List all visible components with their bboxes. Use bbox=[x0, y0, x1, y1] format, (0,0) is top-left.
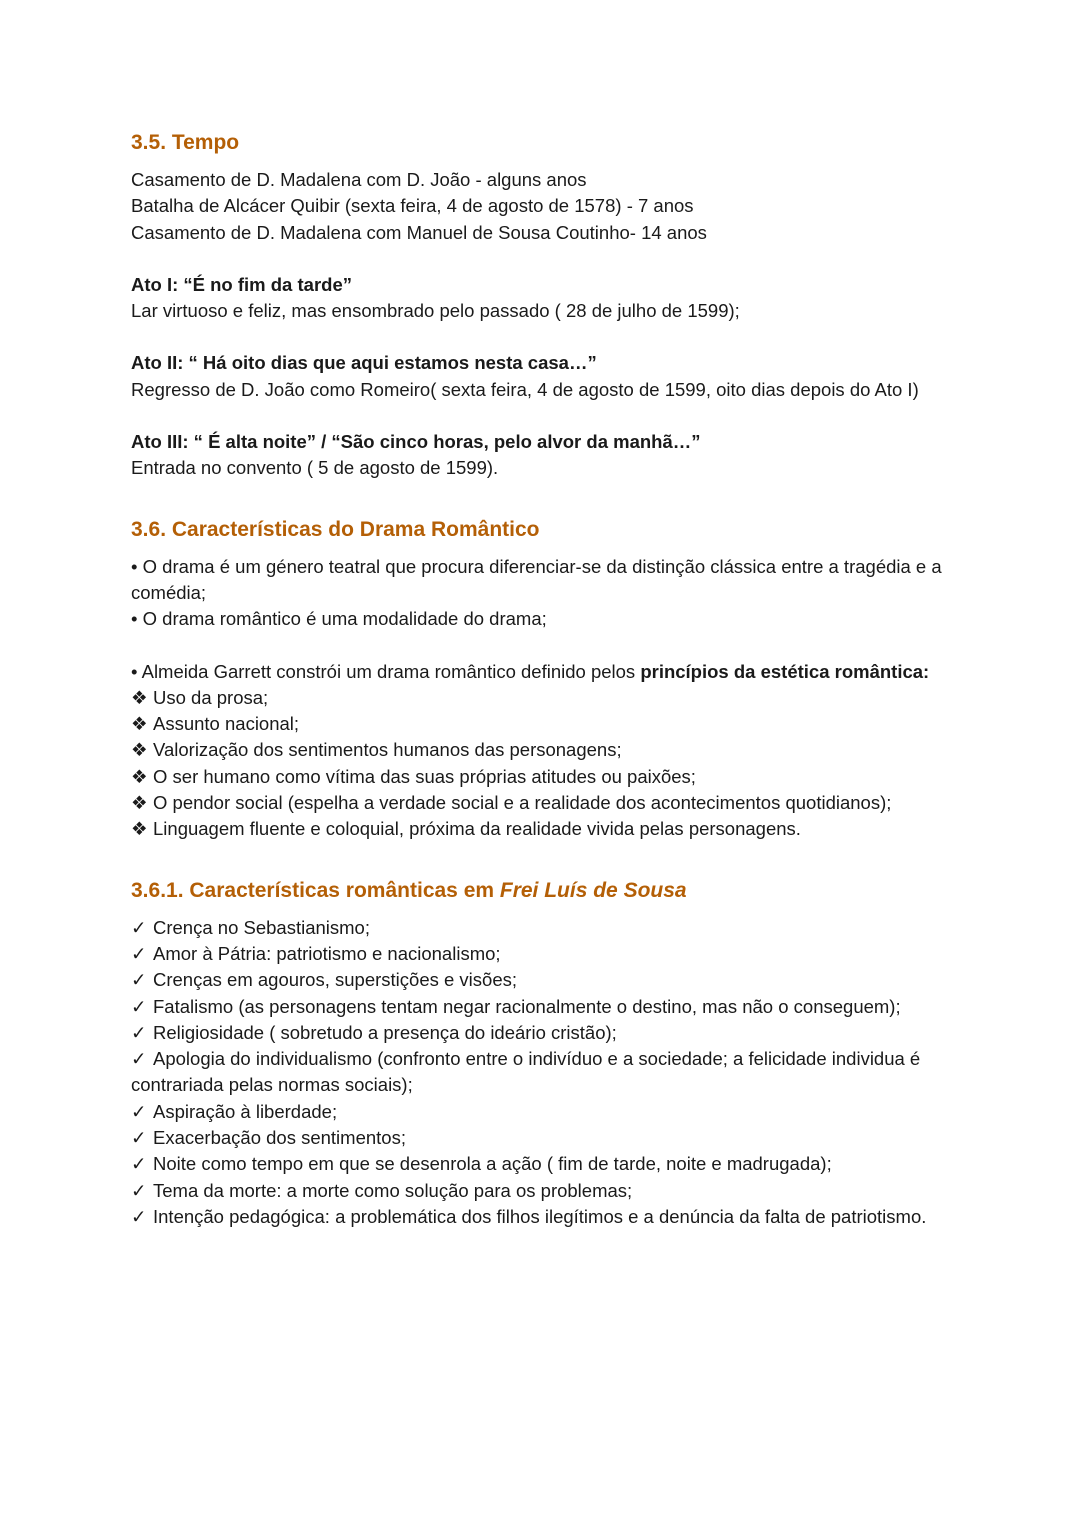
timeline-line: Casamento de D. Madalena com Manuel de Sousa Coutinho- 14 anos bbox=[131, 221, 707, 243]
section-heading-frei-luis: 3.6.1. Características românticas em Frei Luís de Sousa bbox=[131, 878, 687, 902]
check-icon: ✓ bbox=[131, 1153, 147, 1175]
check-item: ✓ Exacerbação dos sentimentos; bbox=[131, 1125, 951, 1151]
check-item: ✓ Crenças em agouros, superstições e visões; bbox=[131, 967, 951, 993]
act-description: Entrada no convento ( 5 de agosto de 1599). bbox=[131, 457, 499, 479]
section-heading-tempo: 3.5. Tempo bbox=[131, 131, 240, 154]
check-icon: ✓ bbox=[131, 916, 147, 938]
check-item: ✓ Religiosidade ( sobretudo a presença do ideário cristão); bbox=[131, 1020, 951, 1046]
bullet-item: • Almeida Garrett constrói um drama romântico definido pelos princípios da estética romântica: bbox=[131, 660, 930, 682]
bullet-icon: • bbox=[131, 555, 138, 577]
act-description: Regresso de D. João como Romeiro( sexta feira, 4 de agosto de 1599, oito dias depois do Ato I) bbox=[131, 378, 919, 400]
diamond-icon: ❖ bbox=[131, 686, 148, 708]
check-icon: ✓ bbox=[131, 1205, 147, 1227]
act-title: Ato II: “ Há oito dias que aqui estamos nesta casa…” bbox=[131, 352, 597, 374]
act-title: Ato I: “É no fim da tarde” bbox=[131, 273, 352, 295]
timeline-line: Batalha de Alcácer Quibir (sexta feira, 4 de agosto de 1578) - 7 anos bbox=[131, 195, 694, 217]
diamond-icon: ❖ bbox=[131, 818, 148, 840]
principle-item: ❖ O ser humano como vítima das suas próprias atitudes ou paixões; bbox=[131, 764, 951, 790]
timeline-line: Casamento de D. Madalena com D. João - alguns anos bbox=[131, 169, 587, 190]
act-title: Ato III: “ É alta noite” / “São cinco horas, pelo alvor da manhã…” bbox=[131, 431, 701, 453]
check-icon: ✓ bbox=[131, 1021, 147, 1043]
check-icon: ✓ bbox=[131, 1127, 147, 1149]
bullet-icon: • bbox=[131, 660, 138, 682]
diamond-icon: ❖ bbox=[131, 713, 148, 735]
check-icon: ✓ bbox=[131, 942, 147, 964]
diamond-icon: ❖ bbox=[131, 765, 148, 787]
principle-item: ❖ Assunto nacional; bbox=[131, 711, 951, 737]
check-item: ✓ Aspiração à liberdade; bbox=[131, 1099, 951, 1125]
check-item: ✓ Amor à Pátria: patriotismo e nacionalismo; bbox=[131, 941, 951, 967]
check-item: ✓ Crença no Sebastianismo; bbox=[131, 915, 951, 941]
act-description: Lar virtuoso e feliz, mas ensombrado pelo passado ( 28 de julho de 1599); bbox=[131, 300, 740, 322]
diamond-icon: ❖ bbox=[131, 792, 148, 814]
check-item: ✓ Apologia do individualismo (confronto entre o indivíduo e a sociedade; a felicidade individua é contrariada pelas normas sociais); bbox=[131, 1048, 921, 1096]
bullet-item: • O drama é um género teatral que procura diferenciar-se da distinção clássica entre a tragédia e a comédia; bbox=[131, 555, 942, 603]
principle-item: ❖ Uso da prosa; bbox=[131, 685, 951, 711]
check-icon: ✓ bbox=[131, 1100, 147, 1122]
check-icon: ✓ bbox=[131, 969, 147, 991]
section-heading-drama: 3.6. Características do Drama Romântico bbox=[131, 517, 540, 541]
work-title: Frei Luís de Sousa bbox=[499, 878, 687, 902]
check-icon: ✓ bbox=[131, 1179, 147, 1201]
check-icon: ✓ bbox=[131, 995, 147, 1017]
bullet-icon: • bbox=[131, 608, 138, 630]
diamond-icon: ❖ bbox=[131, 739, 148, 761]
check-icon: ✓ bbox=[131, 1048, 147, 1070]
check-item: ✓ Tema da morte: a morte como solução para os problemas; bbox=[131, 1178, 951, 1204]
check-item: ✓ Fatalismo (as personagens tentam negar racionalmente o destino, mas não o conseguem); bbox=[131, 994, 951, 1020]
check-item: ✓ Intenção pedagógica: a problemática dos filhos ilegítimos e a denúncia da falta de patriotismo. bbox=[131, 1204, 951, 1230]
principle-item: ❖ Valorização dos sentimentos humanos das personagens; bbox=[131, 737, 951, 763]
bullet-item: • O drama romântico é uma modalidade do drama; bbox=[131, 608, 547, 630]
principle-item: ❖ Linguagem fluente e coloquial, próxima da realidade vivida pelas personagens. bbox=[131, 816, 951, 842]
principle-item: ❖ O pendor social (espelha a verdade social e a realidade dos acontecimentos quotidianos); bbox=[131, 790, 951, 816]
check-item: ✓ Noite como tempo em que se desenrola a ação ( fim de tarde, noite e madrugada); bbox=[131, 1151, 951, 1177]
document-page bbox=[131, 128, 951, 1230]
